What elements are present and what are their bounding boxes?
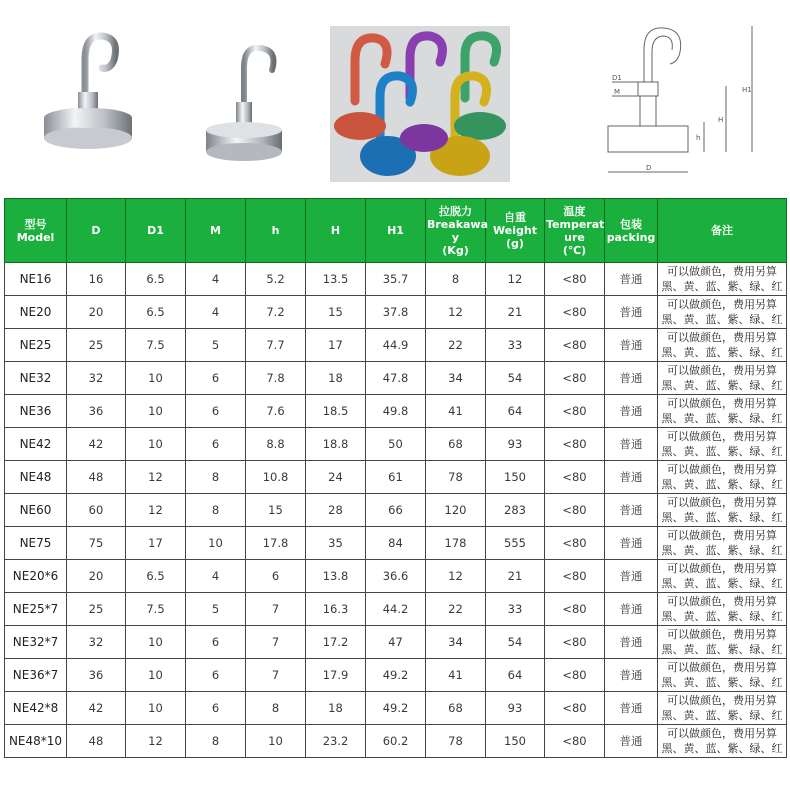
note-line-1: 可以做颜色，费用另算	[667, 496, 777, 509]
cell-model: NE32	[5, 362, 67, 395]
cell-model: NE32*7	[5, 626, 67, 659]
cell-weight: 12	[486, 263, 545, 296]
cell-h: 10.8	[246, 461, 306, 494]
cell-weight: 54	[486, 362, 545, 395]
cell-m: 6	[186, 362, 246, 395]
cell-h: 13.8	[306, 560, 366, 593]
cell-note	[658, 527, 787, 560]
cell-d: 16	[67, 263, 126, 296]
cell-h: 7.7	[246, 329, 306, 362]
header-h1: H1	[366, 199, 426, 263]
table-row	[5, 362, 787, 395]
cell-weight: 64	[486, 659, 545, 692]
cell-force: 12	[426, 560, 486, 593]
cell-m: 8	[186, 494, 246, 527]
cell-m: 6	[186, 428, 246, 461]
cell-m: 4	[186, 263, 246, 296]
cell-weight: 33	[486, 329, 545, 362]
cell-h: 15	[306, 296, 366, 329]
cell-h: 7.6	[246, 395, 306, 428]
cell-h: 8.8	[246, 428, 306, 461]
cell-d1: 7.5	[126, 593, 186, 626]
cell-weight: 54	[486, 626, 545, 659]
cell-h: 7	[246, 593, 306, 626]
cell-m: 5	[186, 593, 246, 626]
note-line-1: 可以做颜色，费用另算	[667, 529, 777, 542]
cell-note	[658, 329, 787, 362]
diagram-label-d: D	[646, 164, 652, 172]
cell-h: 17.8	[246, 527, 306, 560]
cell-temperature: <80	[545, 626, 605, 659]
cell-model: NE42*8	[5, 692, 67, 725]
cell-h1: 47	[366, 626, 426, 659]
cell-m: 8	[186, 461, 246, 494]
cell-force: 22	[426, 329, 486, 362]
note-line-1: 可以做颜色，费用另算	[667, 661, 777, 674]
cell-h: 7	[246, 659, 306, 692]
cell-force: 120	[426, 494, 486, 527]
cell-weight: 555	[486, 527, 545, 560]
cell-temperature: <80	[545, 560, 605, 593]
cell-model: NE75	[5, 527, 67, 560]
table-body	[5, 263, 787, 758]
cell-d1: 10	[126, 428, 186, 461]
cell-temperature: <80	[545, 263, 605, 296]
header-note: 备注	[658, 199, 787, 263]
cell-h1: 47.8	[366, 362, 426, 395]
cell-force: 12	[426, 296, 486, 329]
header-H: H	[306, 199, 366, 263]
cell-h1: 35.7	[366, 263, 426, 296]
cell-packing: 普通	[605, 626, 658, 659]
cell-packing: 普通	[605, 527, 658, 560]
cell-force: 78	[426, 461, 486, 494]
header-d: D	[67, 199, 126, 263]
table-row	[5, 659, 787, 692]
cell-h1: 36.6	[366, 560, 426, 593]
header-weight: 自重 Weight (g)	[486, 199, 545, 263]
cell-d1: 10	[126, 362, 186, 395]
table-row	[5, 461, 787, 494]
cell-m: 6	[186, 395, 246, 428]
cell-m: 6	[186, 659, 246, 692]
note-line-2: 黑、黄、蓝、紫、绿、红	[661, 412, 783, 425]
cell-packing: 普通	[605, 692, 658, 725]
cell-h: 13.5	[306, 263, 366, 296]
cell-temperature: <80	[545, 461, 605, 494]
cell-model: NE48*10	[5, 725, 67, 758]
cell-d: 42	[67, 692, 126, 725]
cell-weight: 64	[486, 395, 545, 428]
cell-weight: 21	[486, 560, 545, 593]
cell-temperature: <80	[545, 362, 605, 395]
cell-note	[658, 560, 787, 593]
cell-h: 24	[306, 461, 366, 494]
cell-packing: 普通	[605, 593, 658, 626]
cell-h: 16.3	[306, 593, 366, 626]
cell-force: 22	[426, 593, 486, 626]
cell-d1: 10	[126, 659, 186, 692]
cell-weight: 93	[486, 428, 545, 461]
note-line-1: 可以做颜色，费用另算	[667, 265, 777, 278]
cell-h1: 49.2	[366, 692, 426, 725]
note-line-2: 黑、黄、蓝、紫、绿、红	[661, 709, 783, 722]
hook-magnet-photo-1	[40, 30, 140, 165]
cell-temperature: <80	[545, 296, 605, 329]
cell-packing: 普通	[605, 659, 658, 692]
cell-h1: 50	[366, 428, 426, 461]
note-line-2: 黑、黄、蓝、紫、绿、红	[661, 478, 783, 491]
cell-weight: 150	[486, 461, 545, 494]
cell-h: 7.2	[246, 296, 306, 329]
cell-d1: 12	[126, 494, 186, 527]
cell-h1: 44.9	[366, 329, 426, 362]
note-line-2: 黑、黄、蓝、紫、绿、红	[661, 643, 783, 656]
cell-h1: 61	[366, 461, 426, 494]
cell-d1: 10	[126, 395, 186, 428]
cell-d: 25	[67, 329, 126, 362]
header-temperature: 温度 Temperat ure (℃)	[545, 199, 605, 263]
cell-temperature: <80	[545, 692, 605, 725]
cell-m: 4	[186, 560, 246, 593]
note-line-2: 黑、黄、蓝、紫、绿、红	[661, 379, 783, 392]
note-line-2: 黑、黄、蓝、紫、绿、红	[661, 577, 783, 590]
cell-h: 17	[306, 329, 366, 362]
note-line-1: 可以做颜色，费用另算	[667, 727, 777, 740]
header-m: M	[186, 199, 246, 263]
cell-note	[658, 263, 787, 296]
note-line-2: 黑、黄、蓝、紫、绿、红	[661, 610, 783, 623]
cell-force: 178	[426, 527, 486, 560]
cell-packing: 普通	[605, 329, 658, 362]
cell-note	[658, 494, 787, 527]
cell-temperature: <80	[545, 428, 605, 461]
cell-h: 18	[306, 692, 366, 725]
cell-packing: 普通	[605, 362, 658, 395]
cell-h: 7.8	[246, 362, 306, 395]
note-line-1: 可以做颜色，费用另算	[667, 430, 777, 443]
cell-model: NE36*7	[5, 659, 67, 692]
cell-h: 35	[306, 527, 366, 560]
table-row	[5, 725, 787, 758]
note-line-2: 黑、黄、蓝、紫、绿、红	[661, 280, 783, 293]
cell-d1: 6.5	[126, 296, 186, 329]
header-h: h	[246, 199, 306, 263]
cell-packing: 普通	[605, 494, 658, 527]
cell-packing: 普通	[605, 428, 658, 461]
note-line-2: 黑、黄、蓝、紫、绿、红	[661, 445, 783, 458]
diagram-label-m: M	[614, 88, 621, 96]
cell-h1: 49.8	[366, 395, 426, 428]
cell-m: 5	[186, 329, 246, 362]
cell-h: 6	[246, 560, 306, 593]
cell-d: 75	[67, 527, 126, 560]
cell-d: 42	[67, 428, 126, 461]
cell-d1: 6.5	[126, 560, 186, 593]
cell-d: 60	[67, 494, 126, 527]
cell-temperature: <80	[545, 527, 605, 560]
cell-h1: 37.8	[366, 296, 426, 329]
cell-d: 48	[67, 461, 126, 494]
note-line-1: 可以做颜色，费用另算	[667, 694, 777, 707]
cell-d1: 10	[126, 626, 186, 659]
cell-note	[658, 626, 787, 659]
cell-weight: 33	[486, 593, 545, 626]
hook-magnet-photo-2	[200, 38, 290, 168]
cell-m: 6	[186, 692, 246, 725]
note-line-1: 可以做颜色，费用另算	[667, 364, 777, 377]
note-line-1: 可以做颜色，费用另算	[667, 595, 777, 608]
cell-force: 41	[426, 395, 486, 428]
cell-model: NE25	[5, 329, 67, 362]
cell-force: 78	[426, 725, 486, 758]
cell-weight: 150	[486, 725, 545, 758]
cell-note	[658, 593, 787, 626]
cell-d: 48	[67, 725, 126, 758]
cell-d1: 12	[126, 461, 186, 494]
dimension-diagram	[592, 22, 772, 182]
cell-d: 36	[67, 659, 126, 692]
cell-note	[658, 296, 787, 329]
product-photos	[0, 0, 790, 195]
note-line-2: 黑、黄、蓝、紫、绿、红	[661, 742, 783, 755]
note-line-2: 黑、黄、蓝、紫、绿、红	[661, 511, 783, 524]
cell-h: 18.8	[306, 428, 366, 461]
table-row	[5, 296, 787, 329]
cell-packing: 普通	[605, 560, 658, 593]
cell-m: 4	[186, 296, 246, 329]
note-line-2: 黑、黄、蓝、紫、绿、红	[661, 346, 783, 359]
cell-packing: 普通	[605, 725, 658, 758]
cell-temperature: <80	[545, 593, 605, 626]
cell-h: 7	[246, 626, 306, 659]
cell-d: 32	[67, 362, 126, 395]
specification-table	[4, 198, 787, 758]
cell-d1: 7.5	[126, 329, 186, 362]
table-row	[5, 527, 787, 560]
cell-d: 20	[67, 560, 126, 593]
cell-model: NE25*7	[5, 593, 67, 626]
table-row	[5, 329, 787, 362]
table-row	[5, 560, 787, 593]
cell-force: 34	[426, 362, 486, 395]
diagram-label-h1: H1	[742, 86, 752, 94]
diagram-label-d1: D1	[612, 74, 622, 82]
table-row	[5, 692, 787, 725]
cell-model: NE60	[5, 494, 67, 527]
note-line-1: 可以做颜色，费用另算	[667, 298, 777, 311]
cell-force: 8	[426, 263, 486, 296]
cell-h: 23.2	[306, 725, 366, 758]
cell-h1: 84	[366, 527, 426, 560]
diagram-label-H: H	[718, 116, 724, 124]
note-line-1: 可以做颜色，费用另算	[667, 463, 777, 476]
cell-model: NE20	[5, 296, 67, 329]
table-row	[5, 428, 787, 461]
cell-h: 10	[246, 725, 306, 758]
cell-d: 32	[67, 626, 126, 659]
header-packing: 包装 packing	[605, 199, 658, 263]
cell-weight: 283	[486, 494, 545, 527]
cell-h: 17.2	[306, 626, 366, 659]
cell-model: NE16	[5, 263, 67, 296]
cell-model: NE36	[5, 395, 67, 428]
cell-d: 20	[67, 296, 126, 329]
cell-d1: 12	[126, 725, 186, 758]
cell-note	[658, 725, 787, 758]
cell-d1: 6.5	[126, 263, 186, 296]
cell-d: 25	[67, 593, 126, 626]
cell-note	[658, 395, 787, 428]
cell-h: 15	[246, 494, 306, 527]
table-row	[5, 263, 787, 296]
cell-weight: 21	[486, 296, 545, 329]
table-row	[5, 626, 787, 659]
cell-d1: 10	[126, 692, 186, 725]
cell-d1: 17	[126, 527, 186, 560]
note-line-2: 黑、黄、蓝、紫、绿、红	[661, 313, 783, 326]
cell-h1: 49.2	[366, 659, 426, 692]
cell-h1: 60.2	[366, 725, 426, 758]
colored-hook-magnets-photo	[330, 26, 510, 182]
cell-m: 8	[186, 725, 246, 758]
note-line-2: 黑、黄、蓝、紫、绿、红	[661, 676, 783, 689]
cell-d: 36	[67, 395, 126, 428]
cell-temperature: <80	[545, 395, 605, 428]
cell-h: 18	[306, 362, 366, 395]
cell-weight: 93	[486, 692, 545, 725]
cell-model: NE20*6	[5, 560, 67, 593]
cell-note	[658, 362, 787, 395]
cell-packing: 普通	[605, 461, 658, 494]
header-model: 型号 Model	[5, 199, 67, 263]
cell-h1: 44.2	[366, 593, 426, 626]
cell-note	[658, 659, 787, 692]
cell-temperature: <80	[545, 659, 605, 692]
header-breakaway: 拉脱力 Breakawa y (Kg)	[426, 199, 486, 263]
cell-h1: 66	[366, 494, 426, 527]
cell-temperature: <80	[545, 725, 605, 758]
cell-m: 6	[186, 626, 246, 659]
cell-note	[658, 461, 787, 494]
cell-force: 68	[426, 428, 486, 461]
cell-m: 10	[186, 527, 246, 560]
cell-h: 5.2	[246, 263, 306, 296]
note-line-1: 可以做颜色，费用另算	[667, 397, 777, 410]
cell-note	[658, 428, 787, 461]
table-row	[5, 395, 787, 428]
note-line-1: 可以做颜色，费用另算	[667, 628, 777, 641]
note-line-1: 可以做颜色，费用另算	[667, 562, 777, 575]
cell-h: 28	[306, 494, 366, 527]
cell-note	[658, 692, 787, 725]
cell-force: 68	[426, 692, 486, 725]
diagram-label-h: h	[696, 134, 701, 142]
cell-force: 34	[426, 626, 486, 659]
table-row	[5, 593, 787, 626]
cell-packing: 普通	[605, 263, 658, 296]
header-d1: D1	[126, 199, 186, 263]
cell-packing: 普通	[605, 296, 658, 329]
cell-model: NE42	[5, 428, 67, 461]
note-line-2: 黑、黄、蓝、紫、绿、红	[661, 544, 783, 557]
table-header-row	[5, 199, 787, 263]
cell-temperature: <80	[545, 494, 605, 527]
cell-model: NE48	[5, 461, 67, 494]
note-line-1: 可以做颜色，费用另算	[667, 331, 777, 344]
cell-h: 8	[246, 692, 306, 725]
cell-temperature: <80	[545, 329, 605, 362]
cell-packing: 普通	[605, 395, 658, 428]
cell-h: 17.9	[306, 659, 366, 692]
cell-h: 18.5	[306, 395, 366, 428]
table-row	[5, 494, 787, 527]
cell-force: 41	[426, 659, 486, 692]
